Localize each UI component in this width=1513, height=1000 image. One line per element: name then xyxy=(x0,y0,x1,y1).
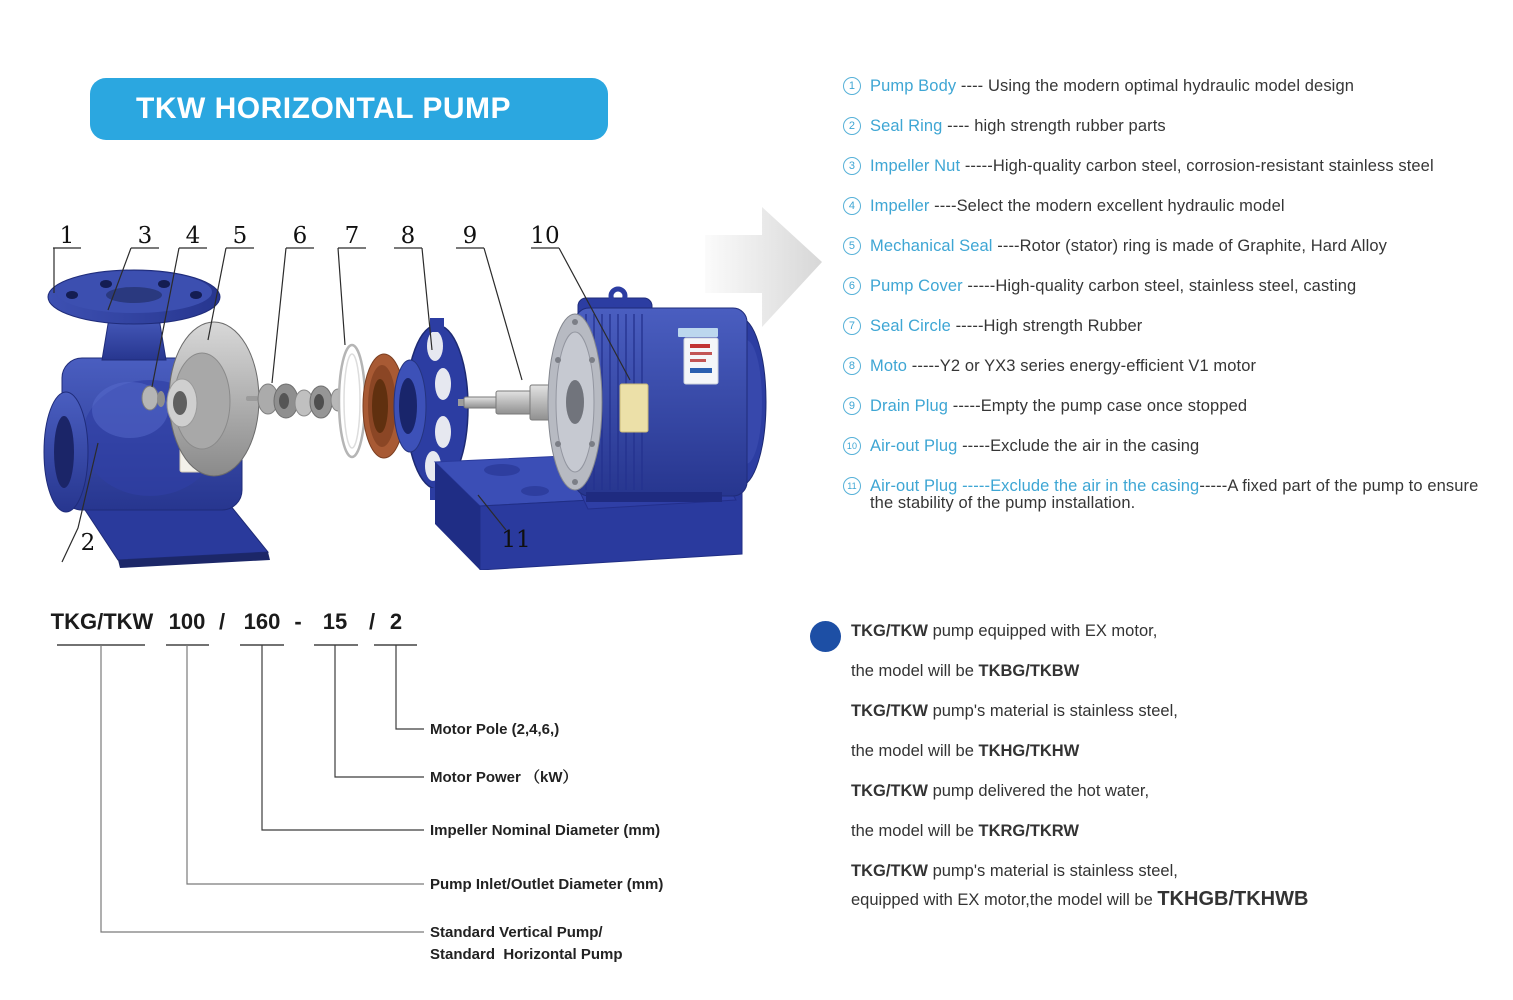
part-name: Air-out Plug xyxy=(870,437,958,455)
part-item-4 xyxy=(843,198,1505,215)
callout-8: 8 xyxy=(400,223,416,249)
part-item-6 xyxy=(843,278,1505,295)
note-model: TKHG/TKHW xyxy=(978,742,1080,760)
part-name: Pump Cover xyxy=(870,277,963,295)
callout-6: 6 xyxy=(292,223,308,249)
part-desc: -----Empty the pump case once stopped xyxy=(948,397,1248,415)
bullet-circle-icon xyxy=(810,621,841,652)
callout-10: 10 xyxy=(530,223,560,249)
label-impeller-diameter: Impeller Nominal Diameter (mm) xyxy=(430,822,661,839)
part-name: Seal Ring xyxy=(870,117,943,135)
callout-7: 7 xyxy=(344,223,360,249)
motor-shaft-part xyxy=(458,385,554,420)
model-notes xyxy=(851,622,1451,931)
part-desc: -----A fixed part of the pump to ensure the stability of the pump installation. xyxy=(870,477,1479,512)
part-number-badge: 8 xyxy=(843,357,861,375)
part-desc: ---- high strength rubber parts xyxy=(942,117,1166,135)
part-name: Impeller Nut xyxy=(870,157,961,175)
label-motor-power: Motor Power （kW） xyxy=(430,769,578,786)
note-text: the model will be xyxy=(851,662,979,680)
model-code-segments xyxy=(51,609,402,634)
model-code-diagram xyxy=(40,595,720,985)
note-text: equipped with EX motor,the model will be xyxy=(851,891,1158,909)
callout-11: 11 xyxy=(501,527,531,553)
note-lead: TKG/TKW xyxy=(851,622,928,640)
label-motor-pole: Motor Pole (2,4,6,) xyxy=(430,721,560,738)
model-series: TKG/TKW xyxy=(50,609,154,634)
part-item-1 xyxy=(843,78,1505,95)
model-impeller: 160 xyxy=(243,609,281,634)
part-item-9 xyxy=(843,398,1505,415)
callout-3: 3 xyxy=(137,223,153,249)
part-number-badge: 5 xyxy=(843,237,861,255)
part-number-badge: 11 xyxy=(843,477,861,495)
title-banner xyxy=(90,78,608,140)
note-line xyxy=(851,622,1451,640)
part-desc: -----Y2 or YX3 series energy-efficient V1 motor xyxy=(907,357,1257,375)
seal-circle-part xyxy=(339,345,365,457)
part-desc: -----High-quality carbon steel, stainless steel, casting xyxy=(962,277,1357,295)
note-text: pump's material is stainless steel, xyxy=(927,862,1178,880)
part-desc: ----Rotor (stator) ring is made of Graphite, Hard Alloy xyxy=(992,237,1387,255)
part-item-3 xyxy=(843,158,1505,175)
part-name: Mechanical Seal xyxy=(870,237,993,255)
motor-part xyxy=(548,289,766,502)
part-number-badge: 9 xyxy=(843,397,861,415)
part-number-badge: 7 xyxy=(843,317,861,335)
part-number-badge: 6 xyxy=(843,277,861,295)
note-line xyxy=(851,862,1451,880)
part-desc: ----Select the modern excellent hydraulic model xyxy=(929,197,1285,215)
note-lead: TKG/TKW xyxy=(851,862,928,880)
model-sep3: / xyxy=(368,609,376,634)
note-text: pump equipped with EX motor, xyxy=(927,622,1158,640)
note-text: the model will be xyxy=(851,742,979,760)
note-lead: TKG/TKW xyxy=(851,782,928,800)
part-name: Moto xyxy=(870,357,908,375)
note-model: TKHGB/TKHWB xyxy=(1157,888,1309,910)
part-desc: -----High strength Rubber xyxy=(950,317,1143,335)
label-pump-type-line2: Standard Horizontal Pump xyxy=(430,946,623,963)
part-item-10 xyxy=(843,438,1505,455)
note-text: pump delivered the hot water, xyxy=(927,782,1150,800)
part-number-badge: 1 xyxy=(843,77,861,95)
mechanical-seal-part xyxy=(246,384,345,418)
part-item-8 xyxy=(843,358,1505,375)
model-connector-lines xyxy=(101,645,424,932)
note-line xyxy=(851,890,1451,909)
model-pole: 2 xyxy=(389,609,403,634)
part-item-7 xyxy=(843,318,1505,335)
note-text: the model will be xyxy=(851,822,979,840)
callout-1: 1 xyxy=(59,223,75,249)
note-line xyxy=(851,702,1451,720)
part-name: Drain Plug xyxy=(870,397,949,415)
note-lead: TKG/TKW xyxy=(851,702,928,720)
callout-4: 4 xyxy=(185,223,201,249)
callout-5: 5 xyxy=(232,223,248,249)
model-sep2: - xyxy=(294,609,302,634)
callout-2: 2 xyxy=(80,530,96,556)
part-number-badge: 10 xyxy=(843,437,861,455)
part-desc: -----High-quality carbon steel, corrosion-resistant stainless steel xyxy=(960,157,1434,175)
part-item-5 xyxy=(843,238,1505,255)
label-inlet-outlet-diameter: Pump Inlet/Outlet Diameter (mm) xyxy=(430,876,664,893)
note-model: TKBG/TKBW xyxy=(978,662,1080,680)
note-model: TKRG/TKRW xyxy=(978,822,1079,840)
pump-exploded-diagram xyxy=(30,200,830,570)
callout-9: 9 xyxy=(462,223,478,249)
part-name: Air-out Plug -----Exclude the air in the casing xyxy=(870,477,1200,495)
part-number-badge: 2 xyxy=(843,117,861,135)
note-text: pump's material is stainless steel, xyxy=(927,702,1178,720)
note-line xyxy=(851,782,1451,800)
part-item-11 xyxy=(843,478,1505,512)
parts-list xyxy=(843,72,1505,535)
part-number-badge: 4 xyxy=(843,197,861,215)
part-name: Impeller xyxy=(870,197,930,215)
part-desc: -----Exclude the air in the casing xyxy=(957,437,1200,455)
note-line xyxy=(851,662,1451,680)
part-number-badge: 3 xyxy=(843,157,861,175)
part-item-2 xyxy=(843,118,1505,135)
note-line xyxy=(851,742,1451,760)
part-desc: ---- Using the modern optimal hydraulic model design xyxy=(956,77,1355,95)
note-line xyxy=(851,822,1451,840)
part-name: Pump Body xyxy=(870,77,957,95)
model-code-labels xyxy=(430,721,663,963)
model-power: 15 xyxy=(322,609,348,634)
part-name: Seal Circle xyxy=(870,317,951,335)
model-sep1: / xyxy=(218,609,226,634)
page-title: TKW HORIZONTAL PUMP xyxy=(136,92,512,125)
model-inlet: 100 xyxy=(168,609,206,634)
label-pump-type-line1: Standard Vertical Pump/ xyxy=(430,924,603,941)
